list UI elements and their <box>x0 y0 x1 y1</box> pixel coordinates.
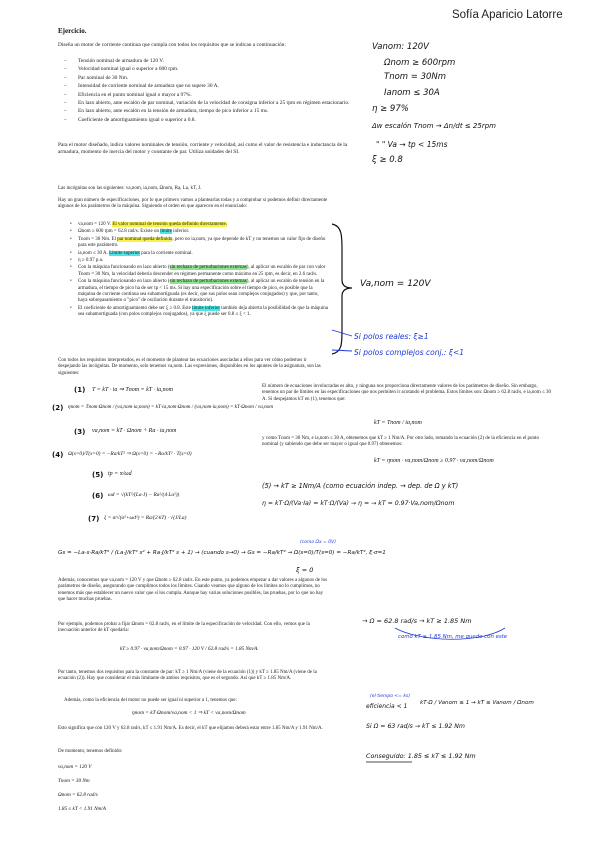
hand-eff-ineq: kT·Ω / Vanom ≤ 1 → kT ≤ Vanom / Ωnom <box>420 700 534 706</box>
bullet-text: para la corriente nominal. <box>140 250 193 256</box>
intro-text: Diseña un motor de corriente continua que cumpla con todos los requisitos que se indican a continuación: <box>58 42 286 48</box>
highlight: par nominal queda definido <box>117 236 173 242</box>
bullet-text: Ωnom ≥ 600 rpm = 62.8 rad/s. Existe un <box>78 229 161 235</box>
equation: Ω(s=0)/T(s=0) = −Ra/kT² ⇒ Ω(s=0) = −Ra/kT² · T(s=0) <box>68 451 192 457</box>
hand-small-note: (el tiempo <= ks) <box>370 694 411 699</box>
hand-note-kt1: (5) → kT ≥ 1Nm/A (como ecuación indep. → dep. de Ω y kT) <box>262 482 459 490</box>
bullet-text: Con la máquina funcionando en lazo abierto ( <box>78 265 170 271</box>
hand-note-tp: " " Va → tp < 15ms <box>376 140 448 149</box>
hand-omega-note: como kT ≥ 1.85 Nm, me quedo con este <box>398 634 508 640</box>
highlight: límite inferior <box>192 305 221 311</box>
task-text: Para el motor diseñado, indica valores nominales de tensión, corriente y velocidad, así como el valor de resistencia e inductancia de la armadura, momento de inercia del motor y constante de par. Utiliza unidades del SI. <box>58 142 348 156</box>
hand-note-vanom: Vanom: 120V <box>372 42 429 52</box>
equation: T = kT · ia ⇒ Tnom = kT · ia,nom <box>92 387 173 393</box>
para3-text: Además, conocemos que va,nom = 120 V y que Ωnom ≥ 62.8 rad/s. En este punto, ya podemos empezar a dar valores a algunos de los parámetros de diseño, asegurando que cumplimos todos los límites. Cuando veamos que alguno de los límites no lo cumplimos, no tenemos más que establecer un nuevo valor que sí los cumpla. Aunque hay varias soluciones posibles, las pruebas, por lo que no hay que hacer muchas pruebas. <box>58 578 328 603</box>
requirement-item: – En lazo abierto, ante escalón de par nominal, variación de la velocidad de consigna inferior a 25 rpm en régimen estacionario. <box>60 100 360 107</box>
hand-note-ianom: Ianom ≤ 30A <box>384 88 440 98</box>
para2-text: Con todos los requisitos interpretados, es el momento de plantear las ecuaciones asociadas a ellos para ver cómo podemos ir despejando las incógnitas. De momento, solo tenemos va,nom. Las expresiones, disponibles en los apuntes de la asignatura, son las siguientes: <box>58 358 321 376</box>
bullet-text: también deja abierta la posibilidad de que la máquina sea subamortiguada (con polos complejos conjugados), ya que ξ puede ser 0.8 ≤ ξ < 1. <box>78 305 328 318</box>
bullet-text: ), al aplicar un escalón de par con valor Tnom = 30 Nm, la velocidad debería descender en régimen permanente como máximo en 25 rpm, es decir, en 2.6 rad/s. <box>78 265 326 277</box>
equation: kT = Tnom / ia,nom <box>374 420 422 426</box>
bullet-text: Con la máquina funcionando en lazo abierto ( <box>78 279 170 285</box>
defined-item: 1.85 ≤ kT < 1.91 Nm/A <box>58 806 106 812</box>
equation: va,nom = kT · Ωnom + Ra · ia,nom <box>92 428 177 434</box>
equation: tp = π/ωd <box>108 471 132 477</box>
eq-number: (5) <box>92 471 104 479</box>
right-col-text-1: El número de ecuaciones involucradas es alto, y ninguna nos proporciona directamente valores de los parámetros de diseño. Sin embargo, tenemos un par de límites en las especificaciones que nos permiten ir acotando el problema. Estos límites son: Ωnom ≥ 62.8 rad/s, e ia,nom ≤ 30 A. Si despejamos kT en (1), tenemos que: <box>262 384 551 402</box>
hand-conseguido: Conseguido: 1.85 ≤ kT ≤ 1.92 Nm <box>366 752 476 760</box>
hand-eff: eficiencia < 1 <box>366 703 408 710</box>
equation: kT ≥ 0.97 · va,nom/Ωnom = 0.97 · 120 V / 62.8 rad/s = 1.85 Nm/A. <box>120 646 259 652</box>
requirement-item: – Coeficiente de amortiguamiento igual o superior a 0.8. <box>60 117 360 124</box>
equation: kT = ηnom · va,nom/Ωnom ≥ 0.97 · va,nom/Ωnom <box>374 458 494 464</box>
hand-note-eta: η ≥ 97% <box>372 104 409 114</box>
defined-item: va,nom = 120 V <box>58 764 92 770</box>
para1-text: Hay un gran número de especificaciones, por lo que primero vamos a plantearlas todas y a comprobar si podemos definir directamente algunos de los parámetros de la máquina. Siguiendo el orden en que aparecen en el enunciado: <box>58 198 328 210</box>
hand-note-tnom: Tnom = 30Nm <box>384 72 447 82</box>
defined-item: Tnom = 30 Nm <box>58 778 90 784</box>
author-name: Sofía Aparicio Latorre <box>452 9 563 21</box>
hand-omega: → Ω = 62.8 rad/s → kT ≥ 1.85 Nm <box>362 617 472 625</box>
equation: ηnom = Tnom·Ωnom / (va,nom·ia,nom) = kT·ia,nom·Ωnom / (va,nom·ia,nom) = kT·Ωnom / va,nom <box>68 404 274 410</box>
eq-number: (6) <box>92 492 104 500</box>
requirement-item: – Tensión nominal de armadura de 120 V. <box>60 58 360 65</box>
right-col-text-2: y como Tnom = 30 Nm, e ia,nom ≤ 30 A, obtenemos que kT ≥ 1 Nm/A. Por otro lado, tomando la ecuación (2) de la eficiencia en el punto nominal (y sabiendo que debe ser mayor o igual que 0.97) obtenemos: <box>262 436 539 448</box>
eq-number: (3) <box>74 428 86 436</box>
bullet-text: Tnom = 30 Nm. El <box>78 236 118 242</box>
hand-xi-sub: ξ = 0 <box>296 566 314 574</box>
highlight: Límite superior <box>109 250 141 256</box>
requirement-item: – Velocidad nominal igual o superior a 600 rpm. <box>60 66 360 73</box>
hand-note-xi: ξ ≥ 0.8 <box>372 155 403 165</box>
equation: ωd = √(kT²/(La·J) − Ra²/(4·La²)) <box>108 492 180 498</box>
eq-number: (1) <box>74 386 86 394</box>
para6-text: Además, como la eficiencia del motor no puede ser igual ni superior a 1, tenemos que: <box>64 698 237 703</box>
equation: ξ = σ/√(σ²+ωd²) = Ra/(2·kT) · √(J/La) <box>104 515 187 521</box>
highlight: El valor nominal de tensión queda definido directamente. <box>112 222 227 227</box>
brace-label: Va,nom = 120V <box>360 279 431 289</box>
requirement-item: – Par nominal de 30 Nm. <box>60 75 360 82</box>
equation: ηnom = kT·Ωnom/va,nom < 1 ⇒ kT < va,nom/Ωnom <box>132 710 246 716</box>
eq-number: (7) <box>88 515 100 523</box>
bullet-text: va,nom = 120 V. <box>78 222 113 227</box>
bullet-text: ia,nom ≤ 30 A. <box>78 250 110 256</box>
bullet-text: , pero no ia,nom, ya que depende de kT y no tenemos un valor fijo de diseño para este parámetro. <box>78 236 326 249</box>
hand-note-step: Δw escalón Tnom → Δn/dt ≤ 25rpm <box>372 122 496 130</box>
highlight: límite <box>160 229 172 235</box>
bullet-text: η ≥ 0.97 p.u. <box>78 258 104 264</box>
bullet-text: ), al aplicar un escalón de tensión en la armadura, el tiempo de pico ha de ser tp < 15 ms. Si hay una especificación sobre el tiempo de pico, es posible que la máquina de corriente continua sea subamortiguada (es decir, que sus polos sean complejos conjugados) y que, por tanto, haya sobrepasamiento o "pico" de oscilación durante el transitorio). <box>78 279 325 304</box>
para8-text: De momento, tenemos definido: <box>58 749 123 754</box>
requirement-item: – Intensidad de corriente nominal de armadura que no supere 30 A. <box>60 83 360 90</box>
para5-text: Por tanto, tenemos dos requisitos para la constante de par: kT ≥ 1 Nm/A (viene de la ecuación (1)) y kT ≥ 1.85 Nm/A (viene de la ecuación (2)). Hay que considerar el más limitante de ambos requisitos, que es el segundo. Así que kT ≥ 1.85 Nm/A. <box>58 670 317 682</box>
para4-text: Por ejemplo, podemos probar a fijar Ωnom = 62.8 rad/s, en el límite de la especificación de velocidad. Con ello, vemos que la inecuación anterior de kT quedaría: <box>58 622 310 634</box>
eq-number: (4) <box>52 451 64 459</box>
hand-g-transfer: Gs = −La·s·Ra/kT² / (La·J/kT² s² + Ra·J/kT² s + 1) → (cuando s→0) → Gs = −Ra/kT² → Ω(s=0)/T(s=0) = −Ra/kT², ξ·σ=1 <box>58 550 386 556</box>
hand-note-eta-kt: η = kT·Ω/(Va·Ia) = kT·Ω/(Va) → η = → kT = 0.97·Va,nom/Ωnom <box>262 500 455 507</box>
requirement-item: – En lazo abierto, ante escalón en la tensión de armadura, tiempo de pico inferior a 15 ms. <box>60 108 360 115</box>
hand-omega63: Si Ω = 63 rad/s → kT ≤ 1.92 Nm <box>366 723 465 730</box>
hand-note-omega: Ωnom ≥ 600rpm <box>384 58 456 68</box>
unknowns-text: Las incógnitas son las siguientes: va,nom, ia,nom, Ωnom, Ra, La, kT, J. <box>58 186 202 191</box>
highlight: sin rechazo de perturbaciones externas <box>169 279 247 285</box>
blue-note-complex: Si polos complejos conj.: ξ<1 <box>354 348 465 357</box>
highlight: sin rechazo de perturbaciones externas <box>169 265 247 271</box>
blue-note-real: Si polos reales: ξ≥1 <box>354 332 429 341</box>
hand-blue-small: (como Ωx = 0V) <box>300 540 336 545</box>
defined-item: Ωnom = 62.8 rad/s <box>58 792 98 798</box>
requirement-item: – Eficiencia en el punto nominal igual o mayor a 97%. <box>60 92 360 99</box>
para7-text: Esto significa que con 120 V y 62.8 rad/s, kT ≤ 1.91 Nm/A. Es decir, el kT que elijamos deberá estar entre 1.85 Nm/A y 1.91 Nm/A. <box>58 726 323 731</box>
eq-number: (2) <box>52 404 64 412</box>
exercise-title: Ejercicio. <box>58 27 87 35</box>
bullet-text: inferior. <box>171 229 190 235</box>
bullet-text: El coeficiente de amortiguamiento debe ser ξ ≥ 0.8. Este <box>78 305 193 311</box>
